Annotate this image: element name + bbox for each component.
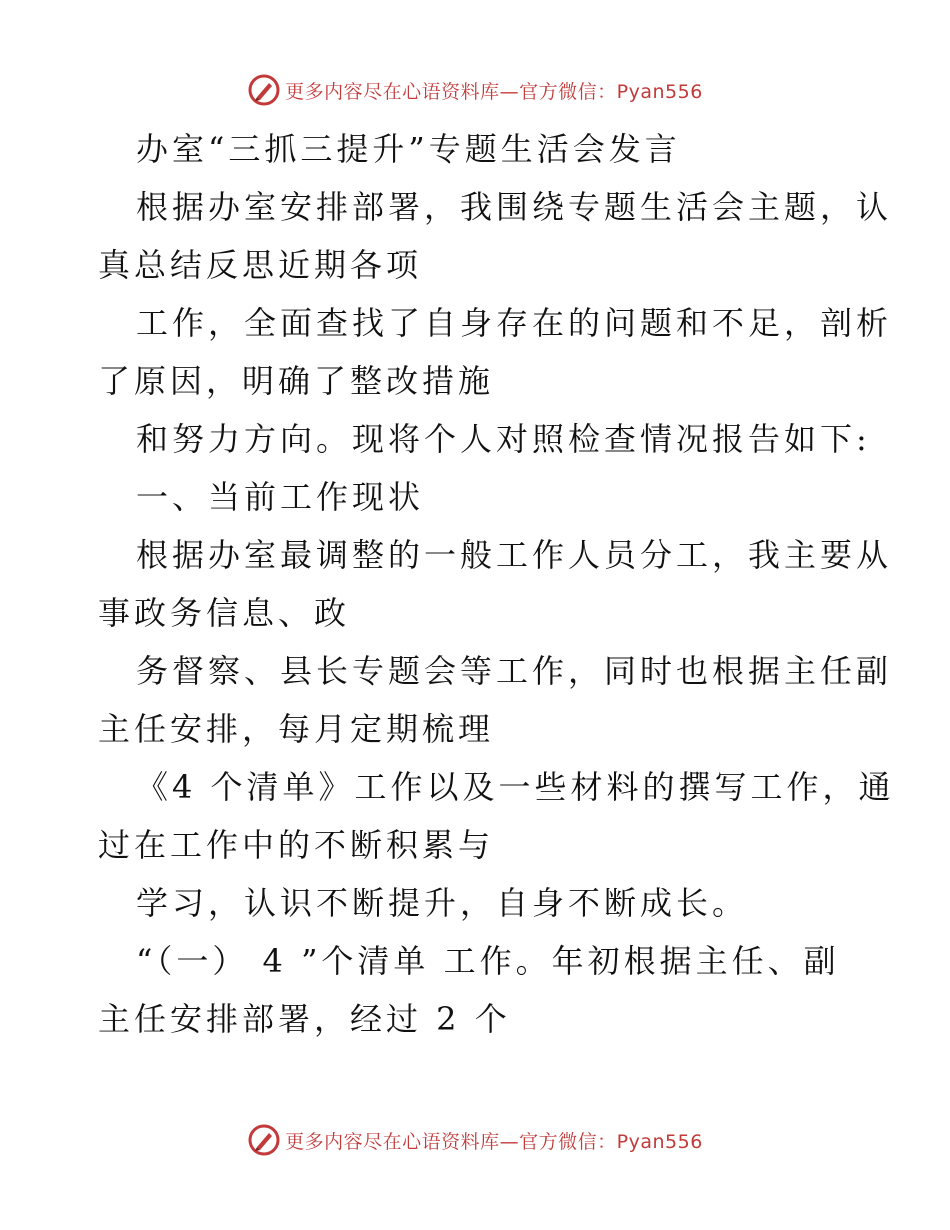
paragraph-line: 和努力方向。现将个人对照检查情况报告如下: xyxy=(136,420,871,458)
paragraph-line: 了原因，明确了整改措施 xyxy=(98,362,495,400)
pen-logo-icon xyxy=(247,1123,281,1157)
footer-watermark xyxy=(0,1120,950,1160)
document-title: 办室“三抓三提升”专题生活会发言 xyxy=(136,130,681,168)
paragraph-line: 根据办室安排部署，我围绕专题生活会主题，认 xyxy=(136,188,893,226)
paragraph-line: 工作，全面查找了自身存在的问题和不足，剖析 xyxy=(136,304,893,342)
paragraph-line: 主任安排部署，经过 2 个 xyxy=(98,1000,511,1038)
paragraph-line: “（一） 4 ”个清单 工作。年初根据主任、副 xyxy=(136,942,840,980)
pen-logo-icon xyxy=(247,73,281,107)
paragraph-line: 务督察、县长专题会等工作，同时也根据主任副 xyxy=(136,652,893,690)
watermark-text: 更多内容尽在心语资料库—官方微信：Pyan556 xyxy=(285,1130,703,1153)
paragraph-line: 《4 个清单》工作以及一些材料的撰写工作，通 xyxy=(136,768,895,806)
watermark-text: 更多内容尽在心语资料库—官方微信：Pyan556 xyxy=(285,80,703,103)
paragraph-line: 根据办室最调整的一般工作人员分工，我主要从 xyxy=(136,536,893,574)
paragraph-line: 学习，认识不断提升，自身不断成长。 xyxy=(136,884,749,922)
paragraph-line: 事政务信息、政 xyxy=(98,594,351,632)
paragraph-line: 主任安排，每月定期梳理 xyxy=(98,710,495,748)
paragraph-line: 真总结反思近期各项 xyxy=(98,246,423,284)
document-body xyxy=(98,120,895,1048)
header-watermark xyxy=(0,70,950,110)
section-heading: 一、当前工作现状 xyxy=(136,478,425,516)
paragraph-line: 过在工作中的不断积累与 xyxy=(98,826,495,864)
